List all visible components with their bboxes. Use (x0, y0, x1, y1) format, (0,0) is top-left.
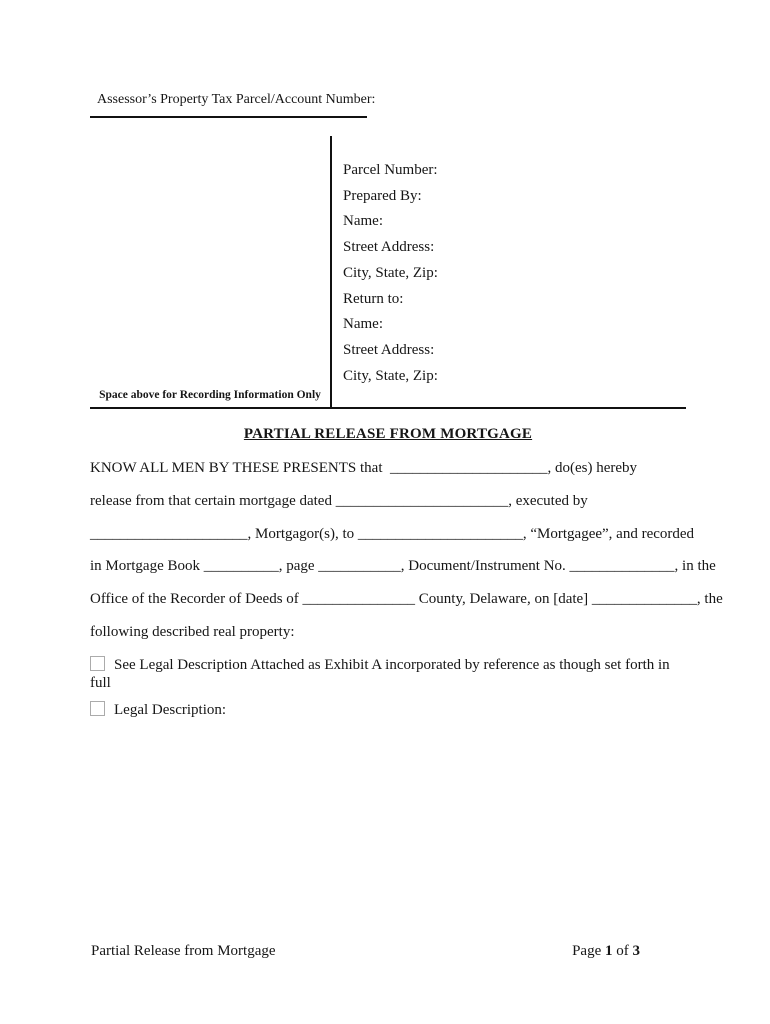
assessor-parcel-label: Assessor’s Property Tax Parcel/Account Number: (97, 92, 376, 107)
recording-label-name-2: Name: (343, 316, 383, 333)
legal-description-row (90, 701, 690, 720)
exhibit-a-row (90, 656, 690, 693)
body-line-5: Office of the Recorder of Deeds of _______________ County, Delaware, on [date] ______________, the (90, 591, 723, 608)
footer-page-word: Page (572, 943, 605, 959)
footer-page-indicator (572, 943, 640, 960)
legal-description-label: Legal Description: (114, 701, 227, 718)
recording-labels-column (330, 136, 686, 407)
body-line-1: KNOW ALL MEN BY THESE PRESENTS that _____________________, do(es) hereby (90, 460, 638, 476)
footer-page-current: 1 (605, 943, 613, 959)
document-title: PARTIAL RELEASE FROM MORTGAGE (243, 426, 533, 442)
recording-information-block (90, 136, 686, 409)
footer-of-word: of (612, 943, 633, 959)
recording-label-parcel-number: Parcel Number: (343, 162, 438, 178)
footer-document-title: Partial Release from Mortgage (91, 943, 276, 959)
recording-label-city-state-zip-2: City, State, Zip: (343, 367, 438, 384)
recording-space-caption: Space above for Recording Information Only (99, 389, 321, 401)
body-line-6: following described real property: (90, 623, 295, 640)
legal-description-checkbox[interactable] (90, 701, 105, 716)
recording-space-area (90, 136, 330, 407)
body-line-2: release from that certain mortgage dated _______________________, executed by (90, 492, 588, 509)
recording-label-prepared-by: Prepared By: (343, 187, 422, 204)
recording-label-city-state-zip: City, State, Zip: (343, 264, 438, 281)
body-line-3: _____________________, Mortgagor(s), to ______________________, “Mortgagee”, and recorded (90, 525, 695, 542)
recording-label-street-address-2: Street Address: (343, 341, 435, 358)
page-footer (91, 943, 640, 960)
footer-page-total: 3 (632, 943, 640, 959)
exhibit-a-checkbox[interactable] (90, 656, 105, 671)
recording-label-street-address: Street Address: (343, 239, 435, 256)
legal-description-options (90, 656, 690, 720)
recording-label-name: Name: (343, 213, 383, 230)
recording-label-return-to: Return to: (343, 290, 404, 307)
body-line-4: in Mortgage Book __________, page ___________, Document/Instrument No. ______________, in the (90, 558, 716, 575)
exhibit-a-label: See Legal Description Attached as Exhibit A incorporated by reference as though set forth in full (90, 656, 670, 692)
body-paragraph (90, 452, 723, 649)
assessor-parcel-fill-line (90, 109, 367, 118)
